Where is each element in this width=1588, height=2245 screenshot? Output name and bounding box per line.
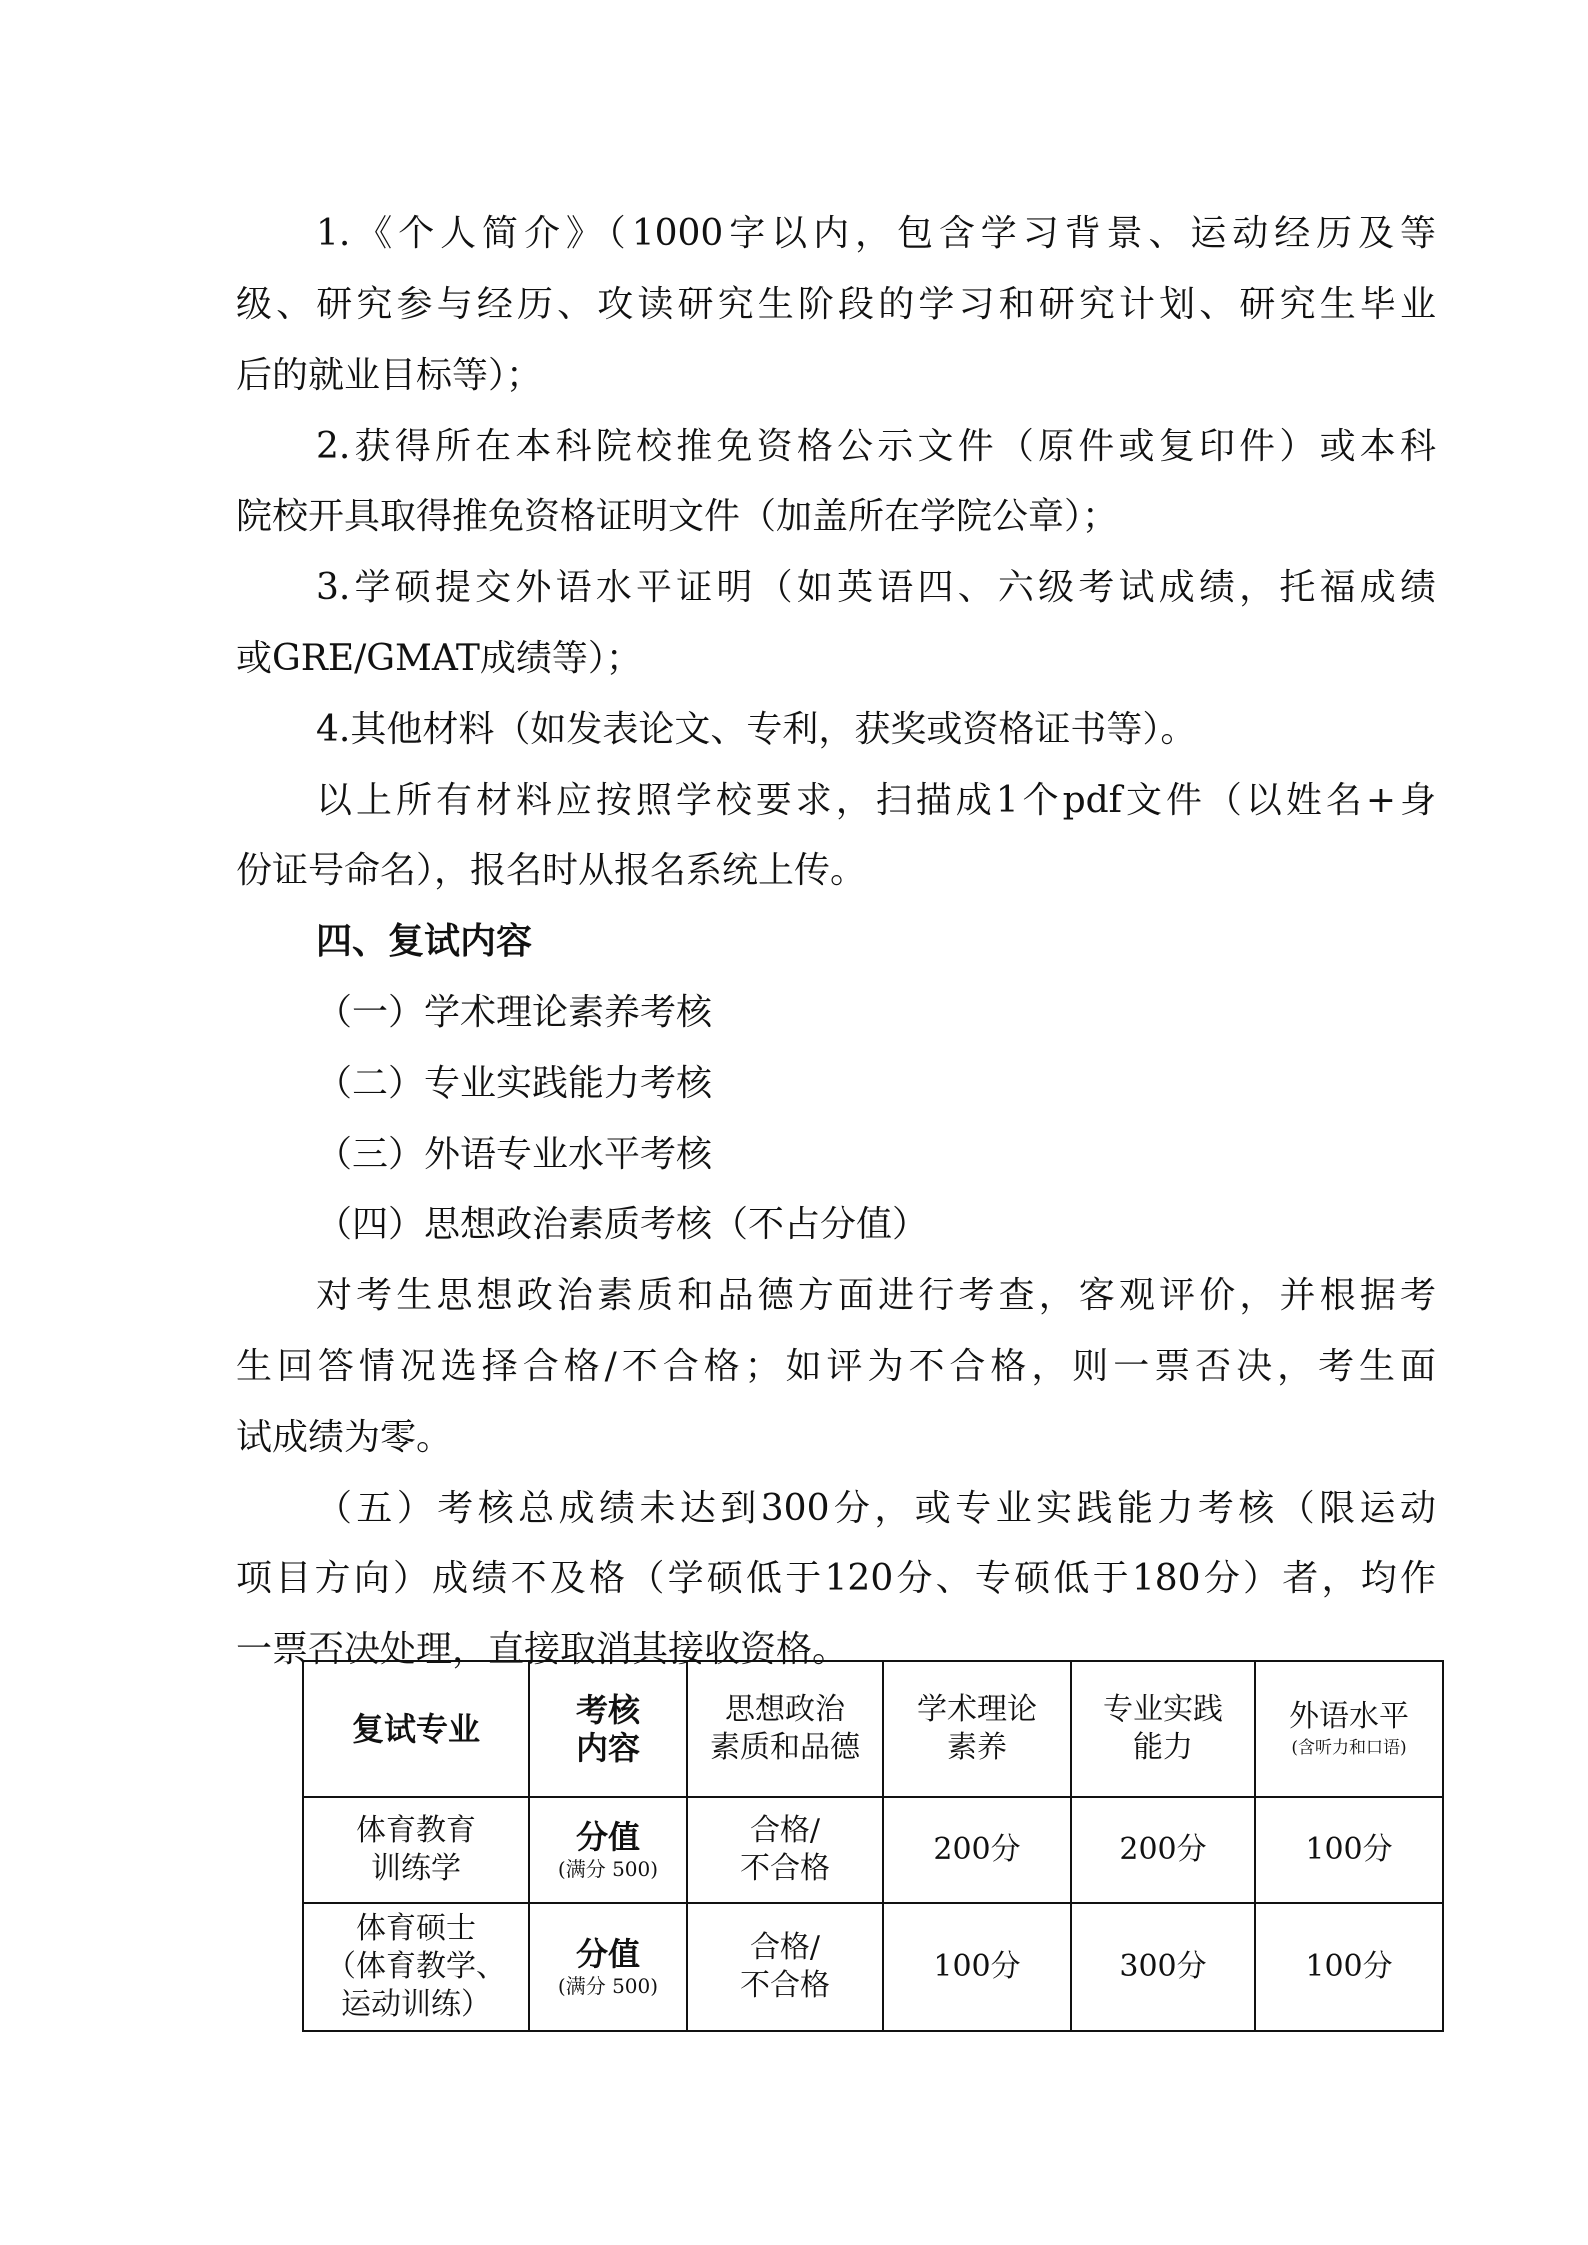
- item-3: （三）外语专业水平考核: [316, 1135, 713, 1175]
- row1-politics: 合格/ 不合格: [687, 1797, 883, 1903]
- para2-line2: 院校开具取得推免资格证明文件（加盖所在学院公章）；: [236, 497, 1119, 537]
- para2-line1: 2.获得所在本科院校推免资格公示文件（原件或复印件）或本科: [316, 427, 1436, 467]
- item-4: （四）思想政治素质考核（不占分值）: [316, 1205, 929, 1245]
- para3-line2: 或GRE/GMAT成绩等）；: [236, 639, 642, 679]
- item-1: （一）学术理论素养考核: [316, 993, 713, 1033]
- para6-line2: 生回答情况选择合格/不合格；如评为不合格，则一票否决，考生面: [236, 1347, 1436, 1387]
- para1-line2: 级、研究参与经历、攻读研究生阶段的学习和研究计划、研究生毕业: [236, 285, 1436, 325]
- row1-label: 分值 (满分 500): [529, 1797, 687, 1903]
- row2-politics: 合格/ 不合格: [687, 1903, 883, 2031]
- table-row: [303, 1797, 1443, 1903]
- table-row: [303, 1903, 1443, 2031]
- row1-language: 100分: [1255, 1797, 1443, 1903]
- row1-practice: 200分: [1071, 1797, 1255, 1903]
- para7-line3: 一票否决处理，直接取消其接收资格。: [236, 1630, 849, 1670]
- header-practice: 专业实践 能力: [1071, 1661, 1255, 1797]
- row2-language: 100分: [1255, 1903, 1443, 2031]
- header-politics: 思想政治 素质和品德: [687, 1661, 883, 1797]
- section-title: 四、复试内容: [316, 922, 533, 962]
- header-theory: 学术理论 素养: [883, 1661, 1071, 1797]
- para5-line2: 份证号命名），报名时从报名系统上传。: [236, 851, 867, 891]
- header-content: 考核 内容: [529, 1661, 687, 1797]
- header-language: 外语水平 (含听力和口语): [1255, 1661, 1443, 1797]
- para1-line1: 1.《个人简介》（1000字以内，包含学习背景、运动经历及等: [316, 214, 1436, 254]
- score-table: [302, 1660, 1444, 2032]
- item-2: （二）专业实践能力考核: [316, 1064, 713, 1104]
- row1-theory: 200分: [883, 1797, 1071, 1903]
- para3-line1: 3.学硕提交外语水平证明（如英语四、六级考试成绩，托福成绩: [316, 568, 1436, 608]
- header-major: 复试专业: [303, 1661, 529, 1797]
- para7-line1: （五）考核总成绩未达到300分，或专业实践能力考核（限运动: [316, 1489, 1436, 1529]
- para6-line3: 试成绩为零。: [236, 1418, 453, 1458]
- row2-label: 分值 (满分 500): [529, 1903, 687, 2031]
- row2-major: 体育硕士 （体育教学、 运动训练）: [303, 1903, 529, 2031]
- para5-line1: 以上所有材料应按照学校要求，扫描成1个pdf文件（以姓名+身: [316, 781, 1436, 821]
- para7-line2: 项目方向）成绩不及格（学硕低于120分、专硕低于180分）者，均作: [236, 1559, 1436, 1599]
- para6-line1: 对考生思想政治素质和品德方面进行考查，客观评价，并根据考: [316, 1276, 1436, 1316]
- row1-major: 体育教育 训练学: [303, 1797, 529, 1903]
- row2-theory: 100分: [883, 1903, 1071, 2031]
- para1-line3: 后的就业目标等）；: [236, 356, 543, 396]
- table-header-row: [303, 1661, 1443, 1797]
- para4-line1: 4.其他材料（如发表论文、专利，获奖或资格证书等）。: [316, 710, 1197, 750]
- row2-practice: 300分: [1071, 1903, 1255, 2031]
